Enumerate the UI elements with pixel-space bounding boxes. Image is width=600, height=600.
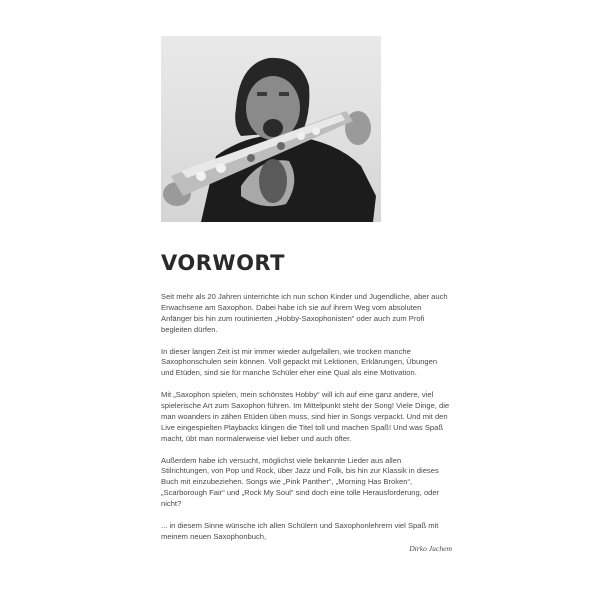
- paragraph: Außerdem habe ich versucht, möglichst viele bekannte Lieder aus allen Stilrichtungen, von Pop und Rock, über Jazz und Folk, bis hin zur Klassik in dieses Buch mit einzubeziehen. Songs wie „Pink Panther“, „Morning Has Broken“, „Scarborough Fair“ und „Rock My Soul“ sind doch eine tolle Herausforderung, oder nicht?: [161, 455, 440, 509]
- author-signature: Dirko Juchem: [409, 544, 452, 553]
- saxophonist-image: [161, 36, 381, 222]
- paragraph: ... in diesem Sinne wünsche ich allen Schülern und Saxophonlehrern viel Spaß mit meinem neuen Saxophonbuch,: [161, 520, 439, 541]
- foreword-body: [161, 292, 451, 554]
- paragraph: In dieser langen Zeit ist mir immer wieder aufgefallen, wie trocken manche Saxophonschulen sein können. Voll gepackt mit Lektionen, Erklärungen, Übungen und Etüden, sind sie für manche Schüler eher eine Qual als eine Motivation.: [161, 346, 438, 378]
- portrait-photo: [161, 36, 381, 222]
- paragraph: Seit mehr als 20 Jahren unterrichte ich nun schon Kinder und Jugendliche, aber auch Erwachsene am Saxophon. Dabei habe ich sie auf ihrem Weg vom absoluten Anfänger bis hin zum routinierten „Hobby-Saxophonisten“ oder auch zum Profi begleiten dürfen.: [161, 292, 448, 334]
- paragraph: Mit „Saxophon spielen, mein schönstes Hobby“ will ich auf eine ganz andere, viel spielerische Art zum Saxophon führen. Im Mittelpunkt steht der Song! Viele Dinge, die man woanders in zähen Etüden üben muss, sind hier in Songs verpackt. Und mit den Live eingespielten Playbacks klingen die Titel toll und machen Spaß! Und was Spaß macht, übt man normalerweise viel lieber und auch öfter.: [161, 390, 450, 443]
- page-title: VORWORT: [161, 251, 285, 275]
